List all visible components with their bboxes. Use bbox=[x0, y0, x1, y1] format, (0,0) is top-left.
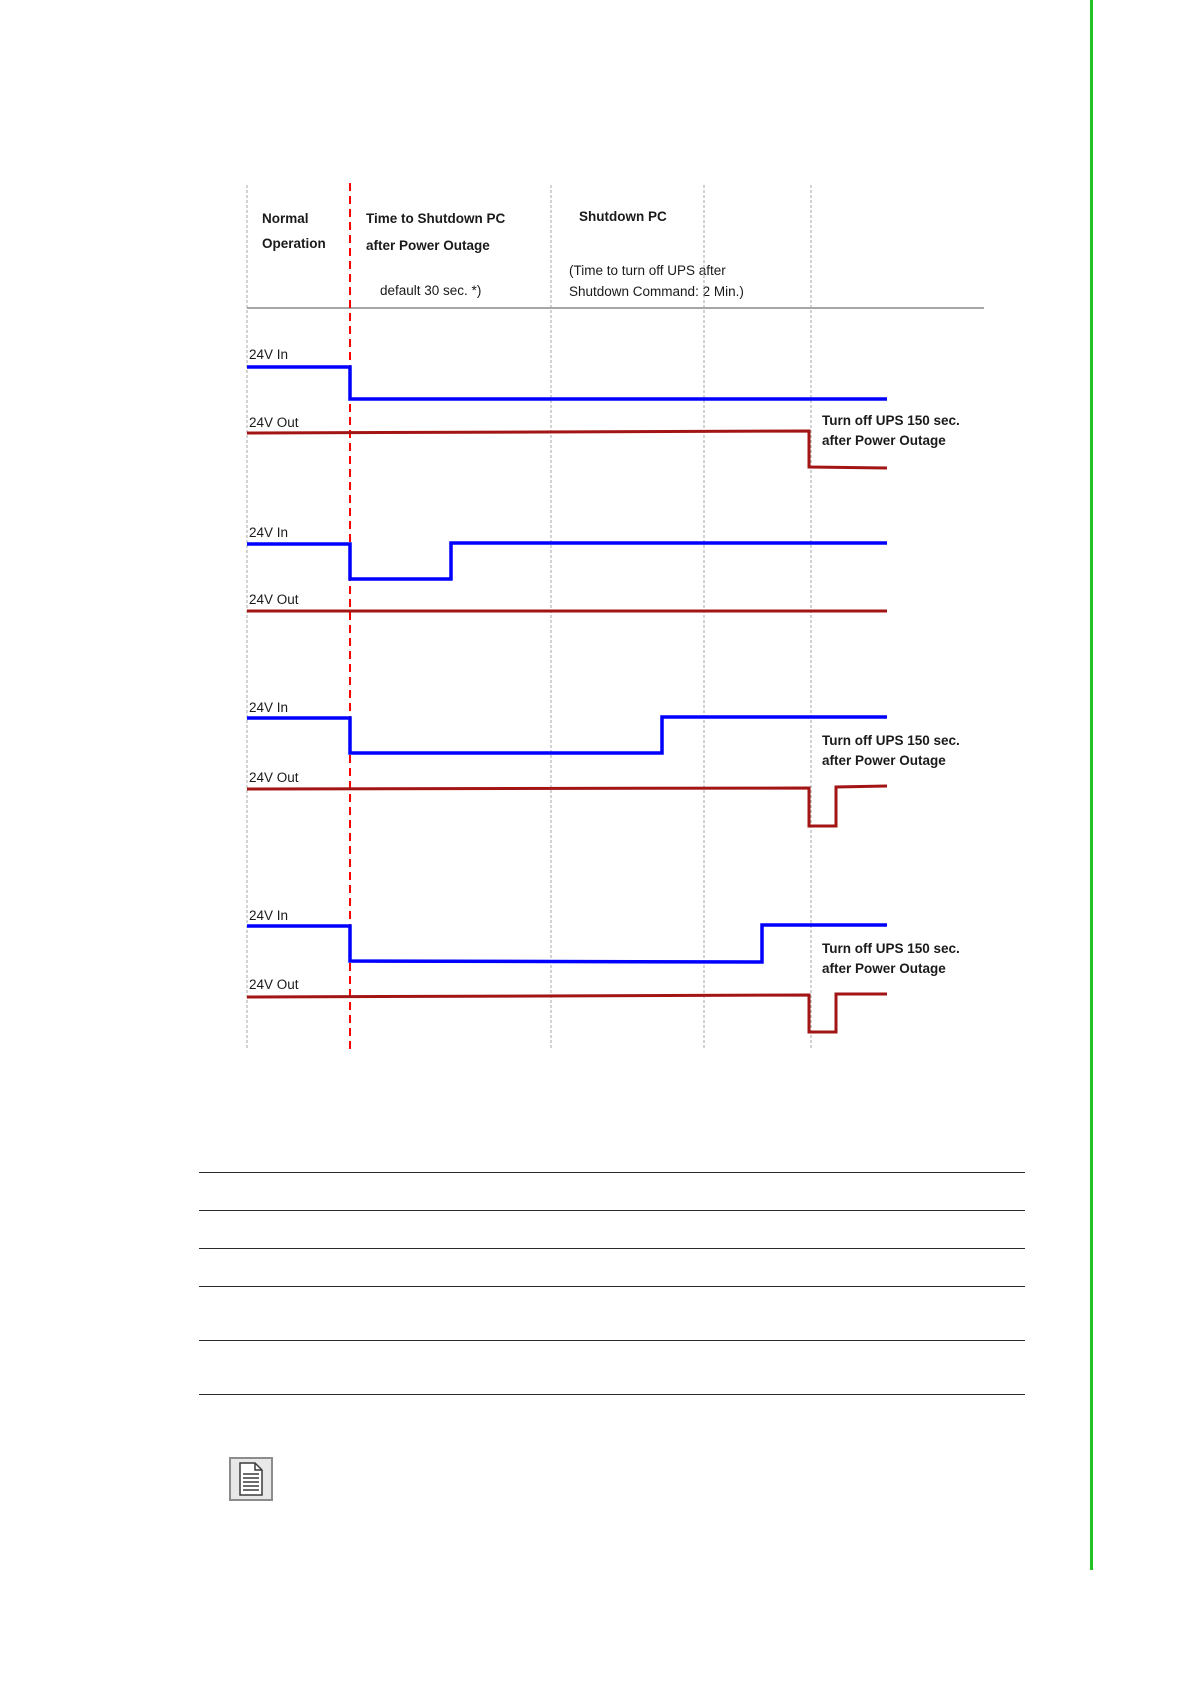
phase-ups-time-label-1: (Time to turn off UPS after bbox=[569, 263, 726, 278]
phase-shutdown-time-label-1: Time to Shutdown PC bbox=[366, 211, 506, 226]
phase-normal-label-1: Normal bbox=[262, 211, 309, 226]
s4-out-signal bbox=[247, 994, 887, 1032]
table-rule bbox=[199, 1210, 1025, 1211]
s2-out-label: 24V Out bbox=[249, 592, 299, 607]
s1-out-signal bbox=[247, 431, 887, 468]
table-rule bbox=[199, 1172, 1025, 1173]
s3-in-signal bbox=[247, 717, 887, 753]
phase-normal-label-2: Operation bbox=[262, 236, 326, 251]
table-rule bbox=[199, 1394, 1025, 1395]
s3-out-signal bbox=[247, 786, 887, 826]
s2-in-label: 24V In bbox=[249, 525, 289, 540]
s4-out-label: 24V Out bbox=[249, 977, 299, 992]
phase-shutdown-pc-label: Shutdown PC bbox=[579, 209, 667, 224]
phase-shutdown-default-label: default 30 sec. *) bbox=[380, 283, 482, 298]
s2-in-signal bbox=[247, 543, 887, 579]
s1-in-signal bbox=[247, 367, 887, 399]
s4-annotation-1: Turn off UPS 150 sec. bbox=[822, 941, 960, 956]
s3-in-label: 24V In bbox=[249, 700, 289, 715]
table-rule bbox=[199, 1248, 1025, 1249]
table-rule bbox=[199, 1340, 1025, 1341]
s4-annotation-2: after Power Outage bbox=[822, 961, 946, 976]
s4-in-label: 24V In bbox=[249, 908, 289, 923]
s3-annotation-2: after Power Outage bbox=[822, 753, 946, 768]
s4-in-signal bbox=[247, 925, 887, 962]
s1-in-label: 24V In bbox=[249, 347, 289, 362]
s1-out-label: 24V Out bbox=[249, 415, 299, 430]
s1-annotation-1: Turn off UPS 150 sec. bbox=[822, 413, 960, 428]
s3-annotation-1: Turn off UPS 150 sec. bbox=[822, 733, 960, 748]
s3-out-label: 24V Out bbox=[249, 770, 299, 785]
s1-annotation-2: after Power Outage bbox=[822, 433, 946, 448]
table-rule bbox=[199, 1286, 1025, 1287]
phase-ups-time-label-2: Shutdown Command: 2 Min.) bbox=[569, 284, 744, 299]
phase-shutdown-time-label-2: after Power Outage bbox=[366, 238, 490, 253]
document-note-icon bbox=[229, 1457, 273, 1501]
